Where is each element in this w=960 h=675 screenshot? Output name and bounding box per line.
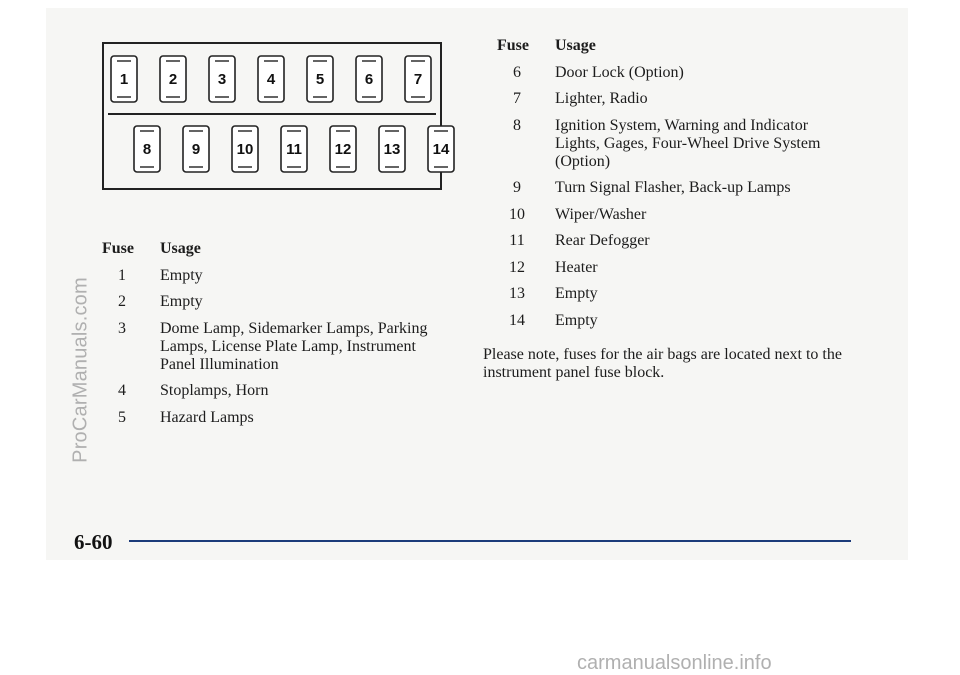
fuse-number: 14 — [509, 311, 525, 329]
fuse-slot-label: 14 — [432, 141, 450, 158]
bottom-watermark: carmanualsonline.info — [577, 652, 772, 674]
fuse-usage — [555, 179, 837, 197]
fuse-usage-line: Dome Lamp, Sidemarker Lamps, Parking — [160, 319, 428, 337]
fuse-usage — [555, 312, 837, 330]
fuse-column-header: Fuse — [497, 37, 529, 54]
fuse-slot-label: 3 — [217, 71, 227, 88]
fuse-column-header: Fuse — [102, 240, 134, 257]
fuse-row — [497, 179, 837, 197]
fuse-row — [497, 312, 837, 330]
fuse-usage-line: Lighter, Radio — [555, 90, 648, 107]
fuse-usage-line: Heater — [555, 258, 598, 276]
fuse-usage-line: Wiper/Washer — [555, 205, 647, 223]
fuse-slot-label: 6 — [364, 71, 374, 88]
fuse-number: 5 — [118, 408, 126, 426]
fuse-row — [102, 382, 442, 400]
fuse-number: 9 — [513, 179, 521, 196]
fuse-usage-line: Lamps, License Plate Lamp, Instrument — [160, 337, 416, 355]
fuse-row — [102, 320, 442, 374]
fuse-usage — [160, 293, 442, 311]
fuse-usage-line: (Option) — [555, 152, 611, 170]
fuse-slot-label: 11 — [286, 141, 302, 158]
table-header — [102, 240, 442, 258]
fuse-usage-line: Turn Signal Flasher, Back-up Lamps — [555, 179, 791, 196]
side-watermark: ProCarManuals.com — [69, 277, 92, 463]
fuse-number: 11 — [509, 232, 525, 249]
fuse-slot-label: 10 — [236, 141, 254, 158]
usage-column-header: Usage — [160, 240, 201, 257]
fuse-usage-line: Empty — [160, 266, 203, 284]
fuse-usage — [555, 232, 837, 250]
fuse-block-svg — [102, 42, 450, 192]
usage-column-header: Usage — [555, 37, 596, 54]
fuse-usage-line: Hazard Lamps — [160, 408, 254, 426]
fuse-row — [497, 285, 837, 303]
fuse-slot-label: 13 — [383, 141, 401, 158]
fuse-usage — [555, 206, 837, 224]
fuse-usage — [160, 382, 442, 400]
fuse-row — [102, 293, 442, 311]
fuse-number: 13 — [509, 285, 525, 302]
fuse-usage-line: Ignition System, Warning and Indicator — [555, 116, 809, 134]
fuse-number: 4 — [118, 382, 126, 399]
table-header — [497, 37, 837, 55]
fuse-usage-line: Lights, Gages, Four-Wheel Drive System — [555, 134, 821, 152]
fuse-slot-label: 9 — [191, 141, 201, 158]
fuse-usage-line: Empty — [160, 293, 203, 310]
fuse-usage-line: Panel Illumination — [160, 355, 279, 373]
fuse-usage — [555, 285, 837, 303]
fuse-number: 8 — [513, 116, 521, 134]
fuse-usage — [555, 64, 837, 82]
note-line: instrument panel fuse block. — [483, 364, 665, 381]
air-bag-fuse-note — [483, 346, 843, 382]
fuse-slot-label: 8 — [142, 141, 152, 158]
fuse-row — [497, 232, 837, 250]
fuse-row — [497, 90, 837, 108]
fuse-block-diagram — [102, 42, 450, 197]
fuse-number: 1 — [118, 266, 126, 284]
fuse-usage-line: Stoplamps, Horn — [160, 382, 269, 399]
fuse-row — [497, 64, 837, 82]
fuse-slot-label: 5 — [315, 71, 325, 88]
fuse-number: 10 — [509, 205, 525, 223]
fuse-usage-line: Door Lock (Option) — [555, 63, 684, 81]
fuse-usage — [160, 267, 442, 285]
fuse-slot-label: 12 — [334, 141, 352, 158]
fuse-slot-label: 4 — [266, 71, 276, 88]
fuse-usage-line: Empty — [555, 285, 598, 302]
fuse-usage-table-right — [497, 37, 837, 330]
fuse-number: 3 — [118, 319, 126, 337]
fuse-number: 2 — [118, 293, 126, 310]
fuse-slot-label: 7 — [413, 71, 423, 88]
fuse-row — [497, 206, 837, 224]
note-line: Please note, fuses for the air bags are located next to the — [483, 346, 842, 363]
fuse-slot-label: 2 — [168, 71, 178, 88]
fuse-row — [497, 117, 837, 171]
fuse-usage-table-left — [102, 240, 442, 427]
fuse-usage — [160, 409, 442, 427]
fuse-usage-line: Rear Defogger — [555, 232, 650, 249]
fuse-row — [102, 409, 442, 427]
fuse-row — [497, 259, 837, 277]
fuse-usage — [555, 117, 837, 171]
fuse-number: 7 — [513, 90, 521, 107]
fuse-usage-line: Empty — [555, 311, 598, 329]
fuse-usage — [160, 320, 442, 374]
fuse-usage — [555, 259, 837, 277]
footer-rule — [129, 540, 851, 542]
fuse-usage — [555, 90, 837, 108]
fuse-number: 6 — [513, 63, 521, 81]
fuse-slot-label: 1 — [119, 71, 129, 88]
page-number: 6-60 — [74, 530, 113, 554]
fuse-number: 12 — [509, 258, 525, 276]
fuse-row — [102, 267, 442, 285]
